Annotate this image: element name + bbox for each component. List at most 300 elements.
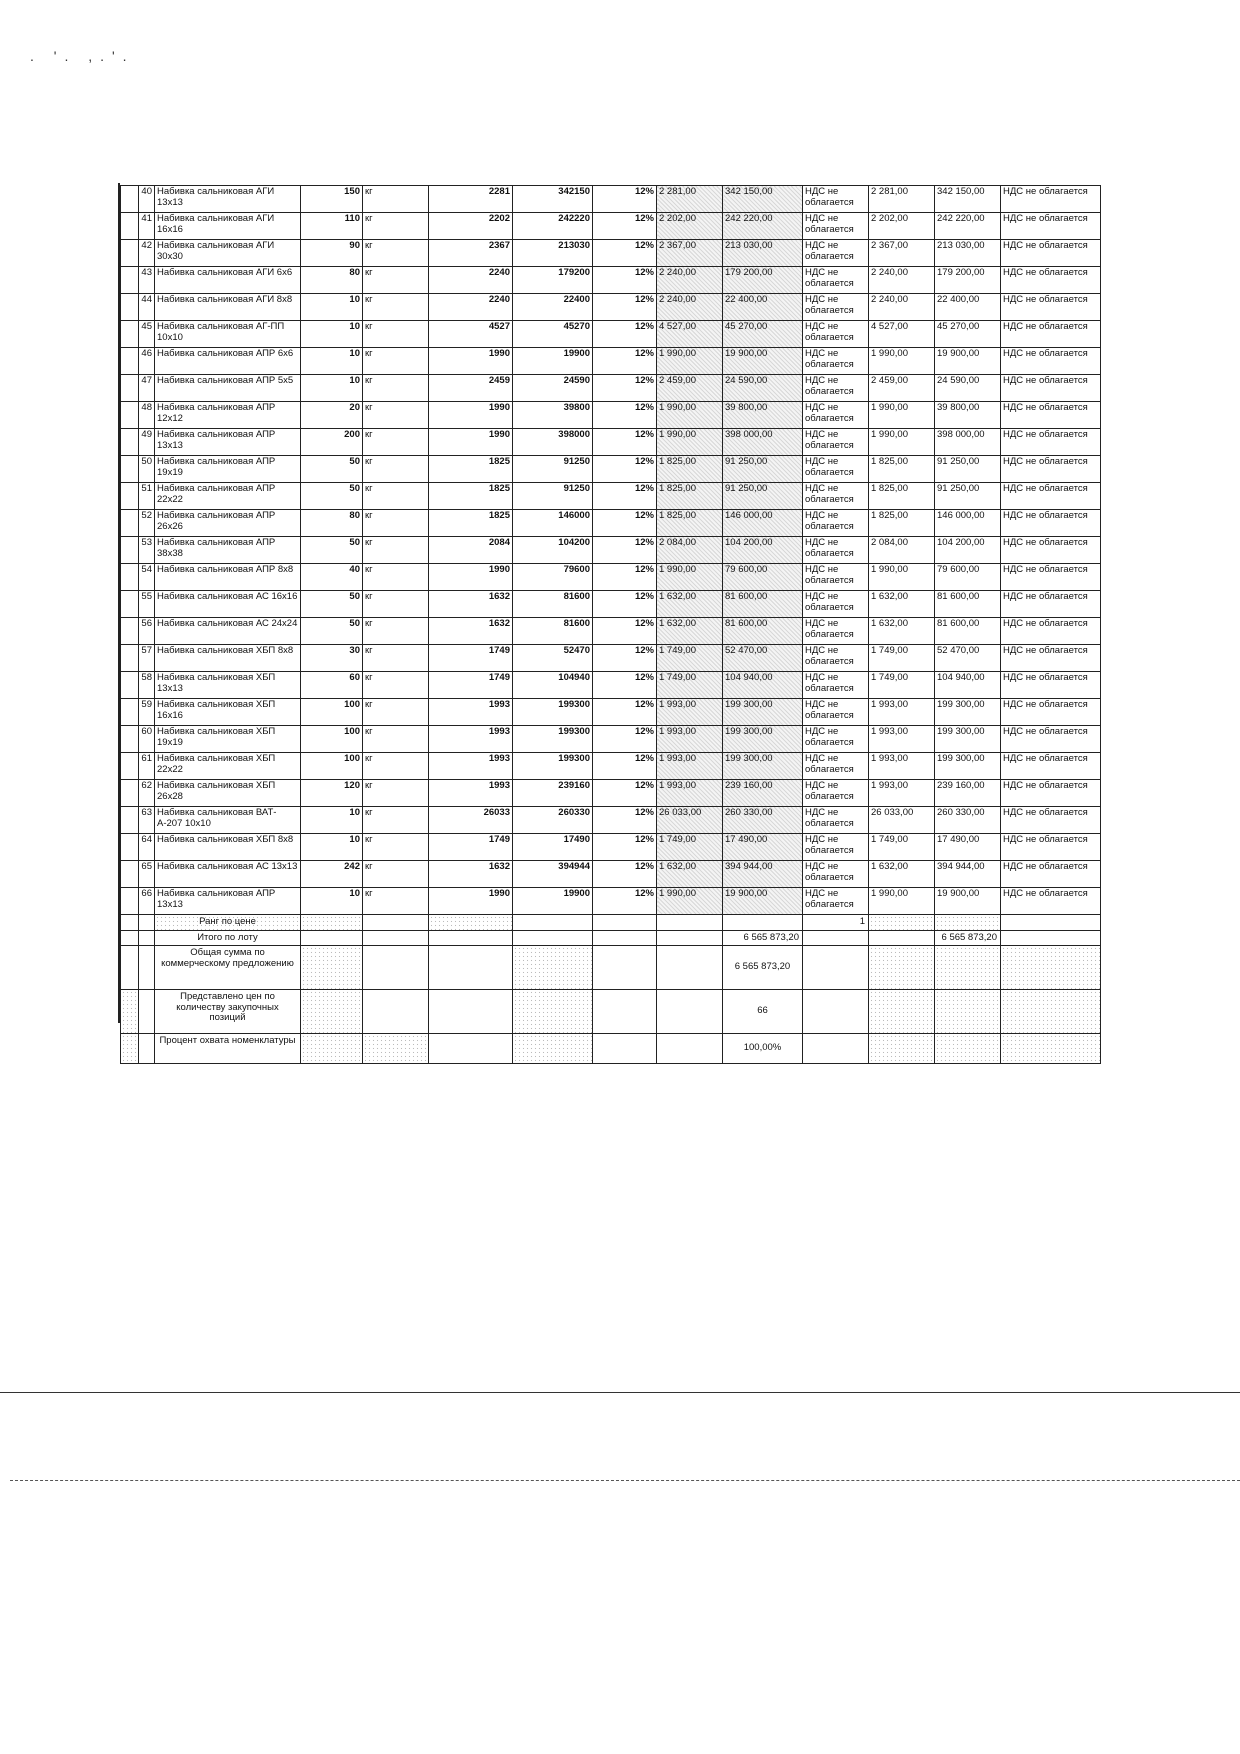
item-vat: 12%	[593, 834, 657, 861]
item-unit: кг	[363, 456, 429, 483]
item-name: Набивка сальниковая АГ-ПП 10х10	[155, 321, 301, 348]
item-vat: 12%	[593, 645, 657, 672]
item-price: 1993	[429, 699, 513, 726]
item-quantity: 10	[301, 348, 363, 375]
item-vat: 12%	[593, 618, 657, 645]
item-quantity: 30	[301, 645, 363, 672]
item-name: Набивка сальниковая ХБП 16х16	[155, 699, 301, 726]
item-vat-note: НДС не облагается	[803, 699, 869, 726]
item-sum-final: 146 000,00	[935, 510, 1001, 537]
item-sum-offered: 199 300,00	[723, 699, 803, 726]
item-unit: кг	[363, 834, 429, 861]
row-margin	[121, 213, 139, 240]
item-sum-final: 81 600,00	[935, 618, 1001, 645]
row-number: 61	[139, 753, 155, 780]
table-body	[121, 186, 1101, 915]
item-quantity: 80	[301, 267, 363, 294]
item-price-offered: 1 990,00	[657, 402, 723, 429]
item-vat-note-final: НДС не облагается	[1001, 537, 1101, 564]
item-unit: кг	[363, 402, 429, 429]
item-price-offered: 2 459,00	[657, 375, 723, 402]
item-vat: 12%	[593, 402, 657, 429]
row-number: 41	[139, 213, 155, 240]
row-number: 55	[139, 591, 155, 618]
item-name: Набивка сальниковая ХБП 8х8	[155, 645, 301, 672]
item-vat-note-final: НДС не облагается	[1001, 483, 1101, 510]
row-number: 45	[139, 321, 155, 348]
item-vat-note: НДС не облагается	[803, 267, 869, 294]
item-vat-note-final: НДС не облагается	[1001, 645, 1101, 672]
item-vat-note: НДС не облагается	[803, 510, 869, 537]
item-name: Набивка сальниковая АС 24х24	[155, 618, 301, 645]
rank-row	[121, 915, 1101, 931]
page-rule-top	[0, 1392, 1240, 1393]
item-quantity: 10	[301, 807, 363, 834]
item-vat: 12%	[593, 699, 657, 726]
coverage-row	[121, 1034, 1101, 1064]
item-sum-offered: 239 160,00	[723, 780, 803, 807]
item-vat-note-final: НДС не облагается	[1001, 186, 1101, 213]
item-vat: 12%	[593, 240, 657, 267]
row-number: 42	[139, 240, 155, 267]
item-price: 1993	[429, 780, 513, 807]
item-price-final: 1 993,00	[869, 726, 935, 753]
item-vat-note: НДС не облагается	[803, 537, 869, 564]
item-sum: 242220	[513, 213, 593, 240]
item-vat-note: НДС не облагается	[803, 564, 869, 591]
item-vat-note: НДС не облагается	[803, 780, 869, 807]
table-row	[121, 294, 1101, 321]
table-row	[121, 483, 1101, 510]
item-sum-final: 394 944,00	[935, 861, 1001, 888]
item-sum: 213030	[513, 240, 593, 267]
coverage-value: 100,00%	[723, 1034, 803, 1064]
item-vat-note: НДС не облагается	[803, 618, 869, 645]
item-sum: 45270	[513, 321, 593, 348]
item-sum-offered: 52 470,00	[723, 645, 803, 672]
item-vat: 12%	[593, 591, 657, 618]
item-name: Набивка сальниковая АПР 5х5	[155, 375, 301, 402]
item-price-final: 2 240,00	[869, 267, 935, 294]
table-row	[121, 429, 1101, 456]
item-unit: кг	[363, 699, 429, 726]
item-sum-final: 398 000,00	[935, 429, 1001, 456]
item-sum-final: 91 250,00	[935, 483, 1001, 510]
item-vat-note: НДС не облагается	[803, 483, 869, 510]
item-vat: 12%	[593, 510, 657, 537]
item-quantity: 40	[301, 564, 363, 591]
item-vat-note-final: НДС не облагается	[1001, 591, 1101, 618]
row-margin	[121, 672, 139, 699]
item-sum-offered: 104 200,00	[723, 537, 803, 564]
item-sum-final: 52 470,00	[935, 645, 1001, 672]
item-name: Набивка сальниковая АПР 8х8	[155, 564, 301, 591]
item-sum: 39800	[513, 402, 593, 429]
row-margin	[121, 699, 139, 726]
item-vat-note-final: НДС не облагается	[1001, 618, 1101, 645]
item-sum: 81600	[513, 618, 593, 645]
item-price-offered: 4 527,00	[657, 321, 723, 348]
item-price: 1993	[429, 726, 513, 753]
item-price: 2240	[429, 294, 513, 321]
item-quantity: 10	[301, 834, 363, 861]
item-price: 2281	[429, 186, 513, 213]
item-vat-note: НДС не облагается	[803, 429, 869, 456]
item-price-final: 2 084,00	[869, 537, 935, 564]
item-unit: кг	[363, 375, 429, 402]
item-price: 2240	[429, 267, 513, 294]
item-quantity: 10	[301, 294, 363, 321]
positions-row	[121, 990, 1101, 1034]
item-price: 1632	[429, 618, 513, 645]
item-quantity: 20	[301, 402, 363, 429]
item-vat-note: НДС не облагается	[803, 672, 869, 699]
item-unit: кг	[363, 267, 429, 294]
item-sum-offered: 19 900,00	[723, 348, 803, 375]
page-rule-bottom	[10, 1480, 1240, 1481]
item-price-offered: 1 993,00	[657, 780, 723, 807]
item-quantity: 200	[301, 429, 363, 456]
item-unit: кг	[363, 753, 429, 780]
item-sum-final: 199 300,00	[935, 726, 1001, 753]
item-vat-note: НДС не облагается	[803, 807, 869, 834]
item-vat-note: НДС не облагается	[803, 213, 869, 240]
item-sum-final: 79 600,00	[935, 564, 1001, 591]
item-sum-final: 213 030,00	[935, 240, 1001, 267]
row-margin	[121, 807, 139, 834]
item-sum-offered: 398 000,00	[723, 429, 803, 456]
item-vat-note: НДС не облагается	[803, 834, 869, 861]
commercial-row	[121, 946, 1101, 990]
item-price-final: 1 990,00	[869, 564, 935, 591]
item-price: 4527	[429, 321, 513, 348]
item-price-final: 1 993,00	[869, 699, 935, 726]
item-unit: кг	[363, 672, 429, 699]
item-name: Набивка сальниковая АПР 38х38	[155, 537, 301, 564]
item-price-offered: 1 990,00	[657, 348, 723, 375]
positions-value: 66	[723, 990, 803, 1034]
row-number: 66	[139, 888, 155, 915]
item-quantity: 50	[301, 483, 363, 510]
item-sum: 24590	[513, 375, 593, 402]
item-sum: 179200	[513, 267, 593, 294]
item-sum-offered: 17 490,00	[723, 834, 803, 861]
row-margin	[121, 753, 139, 780]
item-price: 1632	[429, 861, 513, 888]
item-price-offered: 1 993,00	[657, 699, 723, 726]
item-price-final: 1 993,00	[869, 780, 935, 807]
item-sum-final: 19 900,00	[935, 888, 1001, 915]
item-sum-offered: 342 150,00	[723, 186, 803, 213]
item-price-offered: 1 749,00	[657, 645, 723, 672]
item-name: Набивка сальниковая ХБП 26х28	[155, 780, 301, 807]
item-quantity: 50	[301, 618, 363, 645]
item-sum-final: 260 330,00	[935, 807, 1001, 834]
item-sum-final: 239 160,00	[935, 780, 1001, 807]
item-sum: 79600	[513, 564, 593, 591]
item-price-final: 26 033,00	[869, 807, 935, 834]
item-sum-final: 39 800,00	[935, 402, 1001, 429]
item-price-offered: 1 749,00	[657, 672, 723, 699]
row-number: 53	[139, 537, 155, 564]
item-vat-note: НДС не облагается	[803, 753, 869, 780]
item-quantity: 50	[301, 591, 363, 618]
table-row	[121, 861, 1101, 888]
item-sum-offered: 104 940,00	[723, 672, 803, 699]
item-name: Набивка сальниковая АГИ 6х6	[155, 267, 301, 294]
item-price-offered: 1 632,00	[657, 591, 723, 618]
item-unit: кг	[363, 591, 429, 618]
row-margin	[121, 348, 139, 375]
table-row	[121, 726, 1101, 753]
item-vat-note-final: НДС не облагается	[1001, 294, 1101, 321]
item-sum-offered: 19 900,00	[723, 888, 803, 915]
item-price-final: 1 990,00	[869, 888, 935, 915]
row-margin	[121, 537, 139, 564]
row-number: 49	[139, 429, 155, 456]
item-sum-offered: 394 944,00	[723, 861, 803, 888]
item-vat: 12%	[593, 861, 657, 888]
item-price: 1749	[429, 834, 513, 861]
item-vat: 12%	[593, 807, 657, 834]
item-vat: 12%	[593, 429, 657, 456]
item-vat: 12%	[593, 456, 657, 483]
item-vat-note: НДС не облагается	[803, 888, 869, 915]
item-vat: 12%	[593, 186, 657, 213]
item-sum-final: 24 590,00	[935, 375, 1001, 402]
item-price-final: 2 367,00	[869, 240, 935, 267]
item-sum-final: 199 300,00	[935, 699, 1001, 726]
row-number: 40	[139, 186, 155, 213]
item-vat: 12%	[593, 780, 657, 807]
item-vat: 12%	[593, 375, 657, 402]
table-row	[121, 564, 1101, 591]
item-name: Набивка сальниковая АС 16х16	[155, 591, 301, 618]
item-quantity: 90	[301, 240, 363, 267]
item-price-final: 1 749,00	[869, 834, 935, 861]
row-number: 48	[139, 402, 155, 429]
item-sum-offered: 45 270,00	[723, 321, 803, 348]
row-margin	[121, 591, 139, 618]
item-vat-note: НДС не облагается	[803, 240, 869, 267]
row-margin	[121, 294, 139, 321]
item-sum: 81600	[513, 591, 593, 618]
item-price-offered: 2 240,00	[657, 294, 723, 321]
item-vat-note-final: НДС не облагается	[1001, 861, 1101, 888]
table-row	[121, 537, 1101, 564]
row-number: 44	[139, 294, 155, 321]
row-number: 59	[139, 699, 155, 726]
item-vat-note: НДС не облагается	[803, 375, 869, 402]
item-price: 1990	[429, 429, 513, 456]
table-row	[121, 510, 1101, 537]
item-unit: кг	[363, 564, 429, 591]
row-number: 47	[139, 375, 155, 402]
table-row	[121, 753, 1101, 780]
item-vat: 12%	[593, 294, 657, 321]
item-price: 1993	[429, 753, 513, 780]
item-sum: 91250	[513, 483, 593, 510]
row-margin	[121, 267, 139, 294]
item-vat-note-final: НДС не облагается	[1001, 510, 1101, 537]
item-quantity: 100	[301, 753, 363, 780]
item-vat: 12%	[593, 213, 657, 240]
scan-marks: . '. ,.'.	[30, 48, 135, 64]
item-vat-note-final: НДС не облагается	[1001, 888, 1101, 915]
item-sum: 199300	[513, 699, 593, 726]
table-row	[121, 618, 1101, 645]
item-name: Набивка сальниковая АГИ 8х8	[155, 294, 301, 321]
item-price: 2084	[429, 537, 513, 564]
item-sum: 239160	[513, 780, 593, 807]
item-quantity: 10	[301, 375, 363, 402]
row-number: 43	[139, 267, 155, 294]
row-number: 57	[139, 645, 155, 672]
item-unit: кг	[363, 780, 429, 807]
item-price-final: 1 632,00	[869, 591, 935, 618]
item-name: Набивка сальниковая ХБП 13х13	[155, 672, 301, 699]
table-row	[121, 456, 1101, 483]
price-table	[120, 185, 1101, 1064]
item-vat-note-final: НДС не облагается	[1001, 456, 1101, 483]
item-sum-final: 91 250,00	[935, 456, 1001, 483]
item-sum: 104940	[513, 672, 593, 699]
row-margin	[121, 726, 139, 753]
item-sum-offered: 91 250,00	[723, 483, 803, 510]
row-number: 54	[139, 564, 155, 591]
row-margin	[121, 375, 139, 402]
row-margin	[121, 564, 139, 591]
item-sum-offered: 260 330,00	[723, 807, 803, 834]
item-price: 1749	[429, 672, 513, 699]
item-name: Набивка сальниковая АПР 13х13	[155, 429, 301, 456]
table-row	[121, 888, 1101, 915]
row-number: 65	[139, 861, 155, 888]
row-margin	[121, 861, 139, 888]
rank-value: 1	[803, 915, 869, 931]
item-price-offered: 1 632,00	[657, 861, 723, 888]
item-sum: 22400	[513, 294, 593, 321]
item-sum: 398000	[513, 429, 593, 456]
item-price-offered: 1 993,00	[657, 753, 723, 780]
item-sum-final: 104 200,00	[935, 537, 1001, 564]
row-number: 46	[139, 348, 155, 375]
item-price: 1825	[429, 510, 513, 537]
item-vat-note-final: НДС не облагается	[1001, 402, 1101, 429]
item-sum-final: 19 900,00	[935, 348, 1001, 375]
item-price: 2459	[429, 375, 513, 402]
item-name: Набивка сальниковая АПР 19х19	[155, 456, 301, 483]
item-sum-offered: 179 200,00	[723, 267, 803, 294]
item-vat-note: НДС не облагается	[803, 591, 869, 618]
item-name: Набивка сальниковая АС 13х13	[155, 861, 301, 888]
item-price-offered: 1 990,00	[657, 888, 723, 915]
item-name: Набивка сальниковая АПР 6х6	[155, 348, 301, 375]
item-price: 1990	[429, 564, 513, 591]
item-price-final: 2 202,00	[869, 213, 935, 240]
item-unit: кг	[363, 321, 429, 348]
item-unit: кг	[363, 483, 429, 510]
lot-total-row	[121, 930, 1101, 946]
item-price: 2367	[429, 240, 513, 267]
item-price: 26033	[429, 807, 513, 834]
row-number: 58	[139, 672, 155, 699]
item-price-final: 1 632,00	[869, 861, 935, 888]
item-name: Набивка сальниковая АПР 26х26	[155, 510, 301, 537]
row-margin	[121, 321, 139, 348]
item-price-offered: 1 749,00	[657, 834, 723, 861]
item-vat: 12%	[593, 321, 657, 348]
item-vat-note: НДС не облагается	[803, 645, 869, 672]
row-number: 56	[139, 618, 155, 645]
item-vat-note-final: НДС не облагается	[1001, 240, 1101, 267]
item-sum: 17490	[513, 834, 593, 861]
item-unit: кг	[363, 294, 429, 321]
item-price-final: 1 825,00	[869, 456, 935, 483]
item-quantity: 120	[301, 780, 363, 807]
row-number: 52	[139, 510, 155, 537]
item-price-offered: 2 367,00	[657, 240, 723, 267]
commercial-label: Общая сумма по коммерческому предложению	[155, 946, 301, 990]
item-price-final: 1 632,00	[869, 618, 935, 645]
item-vat: 12%	[593, 267, 657, 294]
item-sum-final: 22 400,00	[935, 294, 1001, 321]
item-unit: кг	[363, 240, 429, 267]
item-sum: 19900	[513, 888, 593, 915]
item-price-final: 4 527,00	[869, 321, 935, 348]
row-margin	[121, 645, 139, 672]
table-row	[121, 591, 1101, 618]
item-vat: 12%	[593, 537, 657, 564]
item-price-final: 1 993,00	[869, 753, 935, 780]
item-sum: 260330	[513, 807, 593, 834]
commercial-value: 6 565 873,20	[723, 946, 803, 990]
item-sum: 342150	[513, 186, 593, 213]
item-vat-note: НДС не облагается	[803, 186, 869, 213]
item-sum-offered: 213 030,00	[723, 240, 803, 267]
row-margin	[121, 456, 139, 483]
item-price-final: 1 825,00	[869, 510, 935, 537]
row-margin	[121, 510, 139, 537]
row-margin	[121, 618, 139, 645]
item-vat: 12%	[593, 564, 657, 591]
item-price: 1990	[429, 348, 513, 375]
item-price: 1990	[429, 888, 513, 915]
item-quantity: 100	[301, 726, 363, 753]
item-price-final: 1 749,00	[869, 645, 935, 672]
item-vat-note-final: НДС не облагается	[1001, 213, 1101, 240]
item-name: Набивка сальниковая АГИ 13х13	[155, 186, 301, 213]
row-number: 63	[139, 807, 155, 834]
item-vat-note: НДС не облагается	[803, 321, 869, 348]
item-price: 1632	[429, 591, 513, 618]
item-quantity: 50	[301, 537, 363, 564]
item-sum: 19900	[513, 348, 593, 375]
item-sum-final: 17 490,00	[935, 834, 1001, 861]
lot-total-label: Итого по лоту	[155, 930, 301, 946]
row-number: 60	[139, 726, 155, 753]
item-unit: кг	[363, 861, 429, 888]
item-vat-note: НДС не облагается	[803, 456, 869, 483]
row-margin	[121, 240, 139, 267]
row-margin	[121, 780, 139, 807]
row-margin	[121, 429, 139, 456]
item-vat: 12%	[593, 726, 657, 753]
item-vat-note-final: НДС не облагается	[1001, 348, 1101, 375]
item-sum: 199300	[513, 726, 593, 753]
item-price-final: 2 459,00	[869, 375, 935, 402]
item-name: Набивка сальниковая АГИ 30х30	[155, 240, 301, 267]
